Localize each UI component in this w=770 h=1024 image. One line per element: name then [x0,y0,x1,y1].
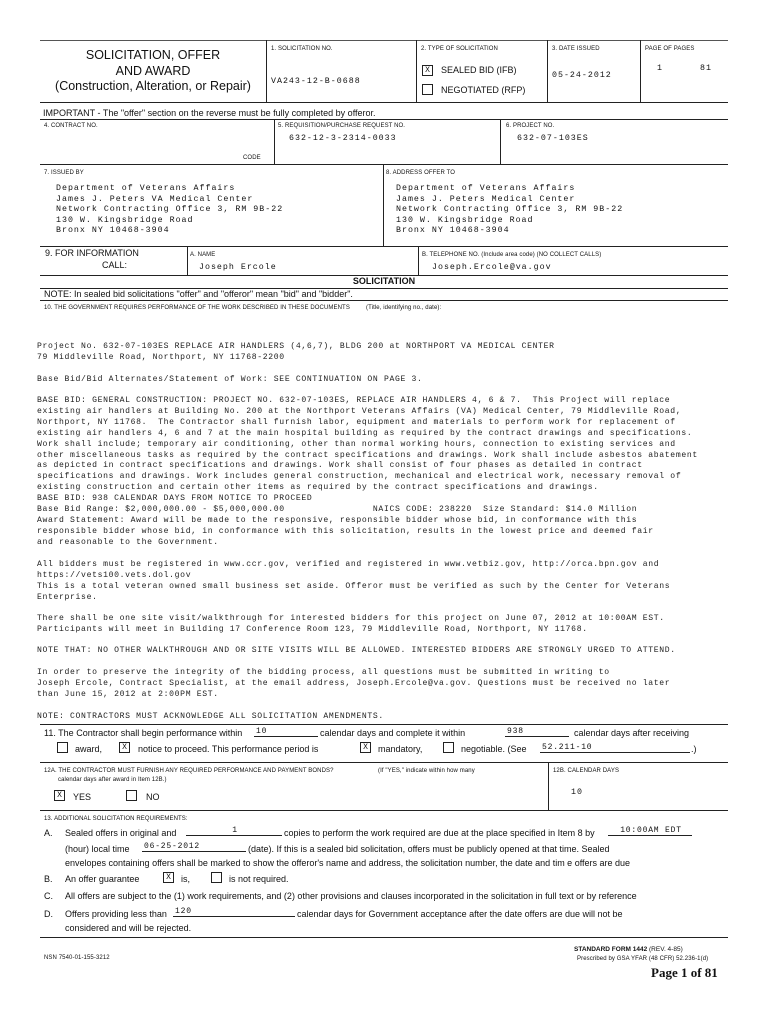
item11-text-a: 11. The Contractor shall begin performance within [44,728,243,738]
item11-bottom-line [40,762,728,763]
base-bid-scope: BASE BID: GENERAL CONSTRUCTION: PROJECT NO. 632-07-103ES, REPLACE AIR HANDLERS 4, 6 & 7. This Project will replace existing air handlers at Building No. 200 at the Northport Veterans Affairs (VA) Medical Center, 79 Middleville Road, Northport, NY 11768. The Contractor shall furnish labor, equipment and materials to perform work for replacement of existing air handlers 4, 6 and 7 at the main hospital building as required by the contract drawings and specifications. Work shall include; temporary air conditioning, other than normal working hours, connection to existing services and other miscellaneous tasks as required by the contract specifications and drawings. Work shall include asbestos abatement as depicted in contract specifications and drawings. Work shall consist of four phases as detailed in contract specifications and drawings. Work includes general construction, mechanical and electrical work, necessary removal of existing construction and certain other items as required by the contract specifications and drawings. BASE BID: 938 CALENDAR DAYS FROM NOTICE TO PROCEED Base Bid Range: $2,000,000.00 - $5,000,000.00 NAICS CODE: 238220 Size Standard: $14.0 Million Award Statement: Award will be made to the responsive, responsible bidder whose bid, in conformance with this responsible bidder whose bid, in conformance with this solicitation, results in the lowest price and deemed fair and reasonable to the Government. [37,396,698,547]
item12b-label: 12B. CALENDAR DAYS [553,768,620,774]
address-line: Department of Veterans Affairs [396,184,576,193]
item13-letter-c: C. [44,891,53,901]
contact-name-value: Joseph Ercole [199,263,277,272]
solicitation-type-label: 2. TYPE OF SOLICITATION [421,46,498,52]
item13-letter-a: A. [44,828,53,838]
date-issued-label: 3. DATE ISSUED [552,46,600,52]
item12-div [548,762,549,810]
address-line: James J. Peters VA Medical Center [56,194,254,204]
begin-days-field[interactable]: 10 [254,727,318,737]
header-bottom-line [40,102,728,103]
project-description: Project No. 632-07-103ES REPLACE AIR HANDLERS (4,6,7), BLDG 200 at NORTHPORT VA MEDICAL CENTER 79 Middleville Road, Northport, NY 11768-2200 [37,342,555,362]
item11-text-b: calendar days and complete it within [320,728,466,738]
form-title-line-3: (Construction, Alteration, or Repair) [55,79,251,93]
form-name: STANDARD FORM 1442 [574,946,648,953]
item13-b-text: An offer guarantee [65,874,140,884]
form-title [40,48,266,95]
requisition-label: 5. REQUISITION/PURCHASE REQUEST NO. [278,123,406,129]
row7-div [383,164,384,246]
item13-letter-b: B. [44,874,53,884]
header-div-1 [266,40,267,102]
guarantee-is-checkbox[interactable]: X [163,872,174,883]
questions-text: In order to preserve the integrity of the bidding process, all questions must be submitted in writing to Joseph Ercole, Contract Specialist, at the email address, Joseph.Ercole@va.gov. Questions must be received no later than June 15, 2012 at 2:00PM EST. [37,668,671,699]
walkthrough-note: NOTE THAT: NO OTHER WALKTHROUGH AND OR SITE VISITS WILL BE ALLOWED. INTERESTED BIDDERS ARE STRONGLY URGED TO ATTEND. [37,646,676,655]
important-bottom-line [40,119,728,120]
row7-bottom-line [40,246,728,247]
item11-text-c: calendar days after receiving [574,728,690,738]
row9-div-2 [418,246,419,275]
item12a-label: 12A. THE CONTRACTOR MUST FURNISH ANY REQUIRED PERFORMANCE AND PAYMENT BONDS? [44,768,334,774]
registration-text: All bidders must be registered in www.ccr.gov, verified and registered in www.vetbiz.gov, http://orca.bpn.gov and https://vets100.vets.dol.gov This is a total veteran owned small business set aside. Offeror must be verified as such by the Center for Veterans Enterprise. [37,560,671,602]
amendments-note: NOTE: CONTRACTORS MUST ACKNOWLEDGE ALL SOLICITATION AMENDMENTS. [37,712,384,721]
project-no-label: 6. PROJECT NO. [506,123,555,129]
row4-div-1 [274,119,275,164]
guarantee-is-not-label: is not required. [229,874,289,884]
copies-field[interactable]: 1 [186,826,282,836]
important-notice: IMPORTANT - The "offer" section on the reverse must be fully completed by offeror. [43,108,376,118]
contact-name-label: A. NAME [190,252,216,258]
site-visit-text: There shall be one site visit/walkthrough for interested bidders for this project on June 07, 2012 at 10:00AM EST. Participants will meet in Building 17 Conference Room 123, 79 Middleville Road, Northport, NY 11768. [37,614,665,634]
item12b-days: 10 [571,788,583,797]
item13-a-text-3: (hour) local time [65,844,130,854]
item13-d-text-3: considered and will be rejected. [65,923,192,933]
telephone-value: Joseph.Ercole@va.gov [432,263,552,272]
notice-to-proceed-checkbox[interactable]: X [119,742,130,753]
form-title-line-2: AND AWARD [115,63,191,78]
item12a-note-2: calendar days after award in Item 12B.) [58,777,167,783]
address-line: Bronx NY 10468-3904 [56,226,170,236]
complete-days-field[interactable]: 938 [505,727,569,737]
item13-d-text-1: Offers providing less than [65,909,167,919]
solicitation-no-label: 1. SOLICITATION NO. [271,46,333,52]
issued-by-label: 7. ISSUED BY [44,170,84,176]
negotiable-label: negotiable. (See [461,744,527,754]
address-offer-label: 8. ADDRESS OFFER TO [386,170,456,176]
date-issued-value: 05-24-2012 [552,71,612,80]
acceptance-days-field[interactable]: 120 [173,907,295,917]
bonds-no-label: NO [146,792,160,802]
award-checkbox[interactable] [57,742,68,753]
item13-label: 13. ADDITIONAL SOLICITATION REQUIREMENTS: [44,816,188,822]
requisition-value: 632-12-3-2314-0033 [289,134,397,143]
item12a-note: (If "YES," indicate within how many [378,768,475,774]
base-bid-reference: Base Bid/Bid Alternates/Statement of Work: SEE CONTINUATION ON PAGE 3. [37,375,423,384]
guarantee-is-label: is, [181,874,190,884]
mandatory-checkbox[interactable]: X [360,742,371,753]
telephone-label: B. TELEPHONE NO. (Include area code) (NO COLLECT CALLS) [422,252,602,258]
bonds-yes-checkbox[interactable]: X [54,790,65,801]
top-border [40,40,728,41]
due-date-field[interactable]: 06-25-2012 [142,842,246,852]
bonds-yes-label: YES [73,792,92,802]
item13-c-text: All offers are subject to the (1) work requirements, and (2) other provisions and clauses incorporated in the solicitation in full text or by reference [65,891,637,901]
mandatory-label: mandatory, [378,744,423,754]
address-line: Bronx NY 10468-3904 [396,226,510,236]
item13-a-text-4: (date). If this is a sealed bid solicitation, offers must be publicly opened at that time. Sealed [248,844,610,854]
total-pages: 81 [700,64,712,73]
header-div-3 [547,40,548,102]
note-bottom-line [40,300,728,301]
form-title-line-1: SOLICITATION, OFFER [85,48,221,62]
bonds-no-checkbox[interactable] [126,790,137,801]
page-number: 1 [657,64,663,73]
item10-label: 10. THE GOVERNMENT REQUIRES PERFORMANCE OF THE WORK DESCRIBED IN THESE DOCUMENTS [44,305,350,311]
item13-bottom-line [40,937,728,938]
address-line: 130 W. Kingsbridge Road [56,215,194,225]
negotiated-checkbox[interactable] [422,84,433,95]
page-of-pages-label: PAGE OF PAGES [645,46,695,52]
form-revision: (REV. 4-85) [649,946,683,953]
issued-by-address [56,184,283,237]
header-div-4 [640,40,641,102]
negotiable-checkbox[interactable] [443,742,454,753]
address-offer-address [396,184,623,237]
notice-to-proceed-label: notice to proceed. This performance period is [138,744,319,754]
item10-bottom-line [40,724,728,725]
project-no-value: 632-07-103ES [517,134,589,143]
code-label: CODE [243,155,261,161]
contract-no-label: 4. CONTRACT NO. [44,123,98,129]
page-label: Page 1 of 81 [651,965,718,980]
address-line: James J. Peters Medical Center [396,194,576,204]
item13-a-text-2: copies to perform the work required are due at the place specified in Item 8 by [284,828,595,838]
nsn-number: NSN 7540-01-155-3212 [44,955,110,961]
info-call-label-1: 9. FOR INFORMATION [45,248,139,258]
item13-a-text-5: envelopes containing offers shall be marked to show the offeror's name and address, the solicitation number, the date and tim e offers are due [65,858,631,868]
row9-div-1 [187,246,188,275]
solicitation-no-value: VA243-12-B-0688 [271,77,361,86]
item13-a-text-1: Sealed offers in original and [65,828,177,838]
prescribed-by: Prescribed by GSA YFAR (48 CFR) 52.236-1(d) [577,956,709,962]
sealed-bid-checkbox[interactable]: X [422,65,433,76]
see-reference-close: .) [691,744,697,754]
guarantee-is-not-checkbox[interactable] [211,872,222,883]
due-time-field[interactable]: 10:00AM EDT [608,826,692,836]
item13-letter-d: D. [44,909,53,919]
award-label: award, [75,744,103,754]
solicitation-heading: SOLICITATION [352,276,416,286]
item10-label-note: (Title, identifying no., date): [366,305,442,311]
row4-div-2 [500,119,501,164]
address-line: Network Contracting Office 3, RM 9B-22 [396,205,624,215]
address-line: 130 W. Kingsbridge Road [396,215,534,225]
item13-d-text-2: calendar days for Government acceptance after the date offers are due will not be [297,909,623,919]
info-call-label-2: CALL: [102,260,128,270]
sealed-bid-note: NOTE: In sealed bid solicitations "offer" and "offeror" mean "bid" and "bidder". [44,289,353,299]
address-line: Network Contracting Office 3, RM 9B-22 [56,205,284,215]
see-reference-field[interactable]: 52.211-10 [540,743,690,753]
address-line: Department of Veterans Affairs [56,184,236,193]
standard-form-line [574,946,683,953]
sealed-bid-label: SEALED BID (IFB) [441,65,517,75]
negotiated-label: NEGOTIATED (RFP) [441,85,526,95]
header-div-2 [416,40,417,102]
item12-bottom-line [40,810,728,811]
code-separator-line [270,164,388,165]
